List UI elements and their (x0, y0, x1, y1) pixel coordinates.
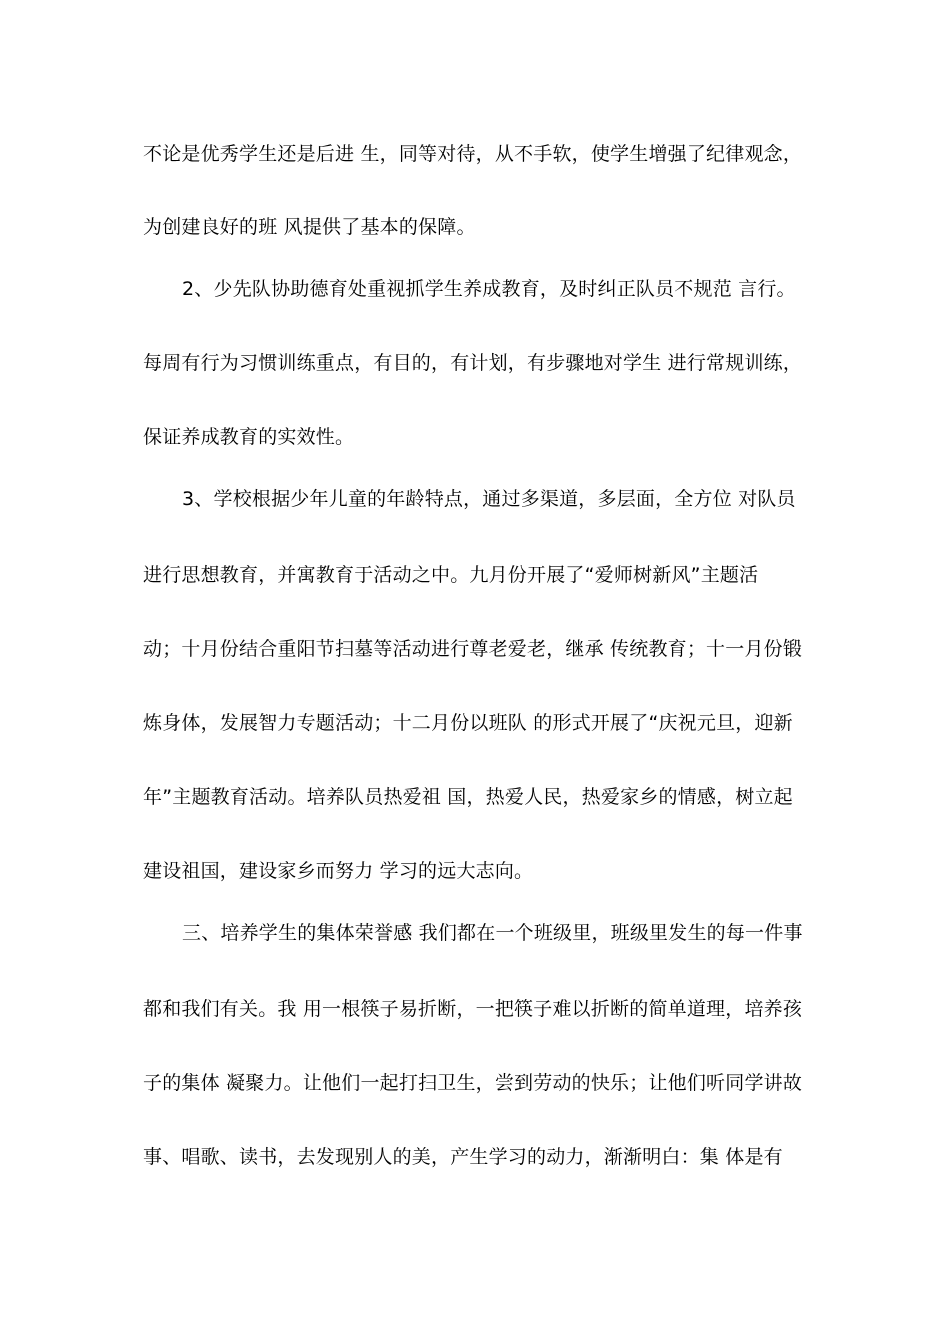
text-line: 事、唱歌、读书，去发现别人的美，产生学习的动力，渐渐明白：集 体是有 (143, 1146, 783, 1168)
text-line: 每周有行为习惯训练重点，有目的，有计划，有步骤地对学生 进行常规训练， (143, 352, 803, 374)
text-line: 建设祖国，建设家乡而努力 学习的远大志向。 (143, 860, 534, 882)
text-line: 炼身体，发展智力专题活动；十二月份以班队 的形式开展了“庆祝元旦，迎新 (143, 712, 793, 734)
text-line: 保证养成教育的实效性。 (143, 426, 355, 448)
text-line: 为创建良好的班 风提供了基本的保障。 (143, 216, 476, 238)
text-line: 3、学校根据少年儿童的年龄特点，通过多渠道，多层面，全方位 对队员 (182, 488, 796, 510)
text-line: 不论是优秀学生还是后进 生，同等对待，从不手软，使学生增强了纪律观念， (143, 143, 803, 165)
text-line: 进行思想教育，并寓教育于活动之中。九月份开展了“爱师树新风”主题活 (143, 564, 759, 586)
text-line: 子的集体 凝聚力。让他们一起打扫卫生，尝到劳动的快乐；让他们听同学讲故 (143, 1072, 803, 1094)
text-line: 动；十月份结合重阳节扫墓等活动进行尊老爱老，继承 传统教育；十一月份锻 (143, 638, 803, 660)
text-line: 年”主题教育活动。培养队员热爱祖 国，热爱人民，热爱家乡的情感，树立起 (143, 786, 793, 808)
text-line: 三、培养学生的集体荣誉感 我们都在一个班级里，班级里发生的每一件事 (182, 922, 803, 944)
text-line: 2、少先队协助德育处重视抓学生养成教育，及时纠正队员不规范 言行。 (182, 278, 796, 300)
text-line: 都和我们有关。我 用一根筷子易折断，一把筷子难以折断的简单道理，培养孩 (143, 998, 803, 1020)
